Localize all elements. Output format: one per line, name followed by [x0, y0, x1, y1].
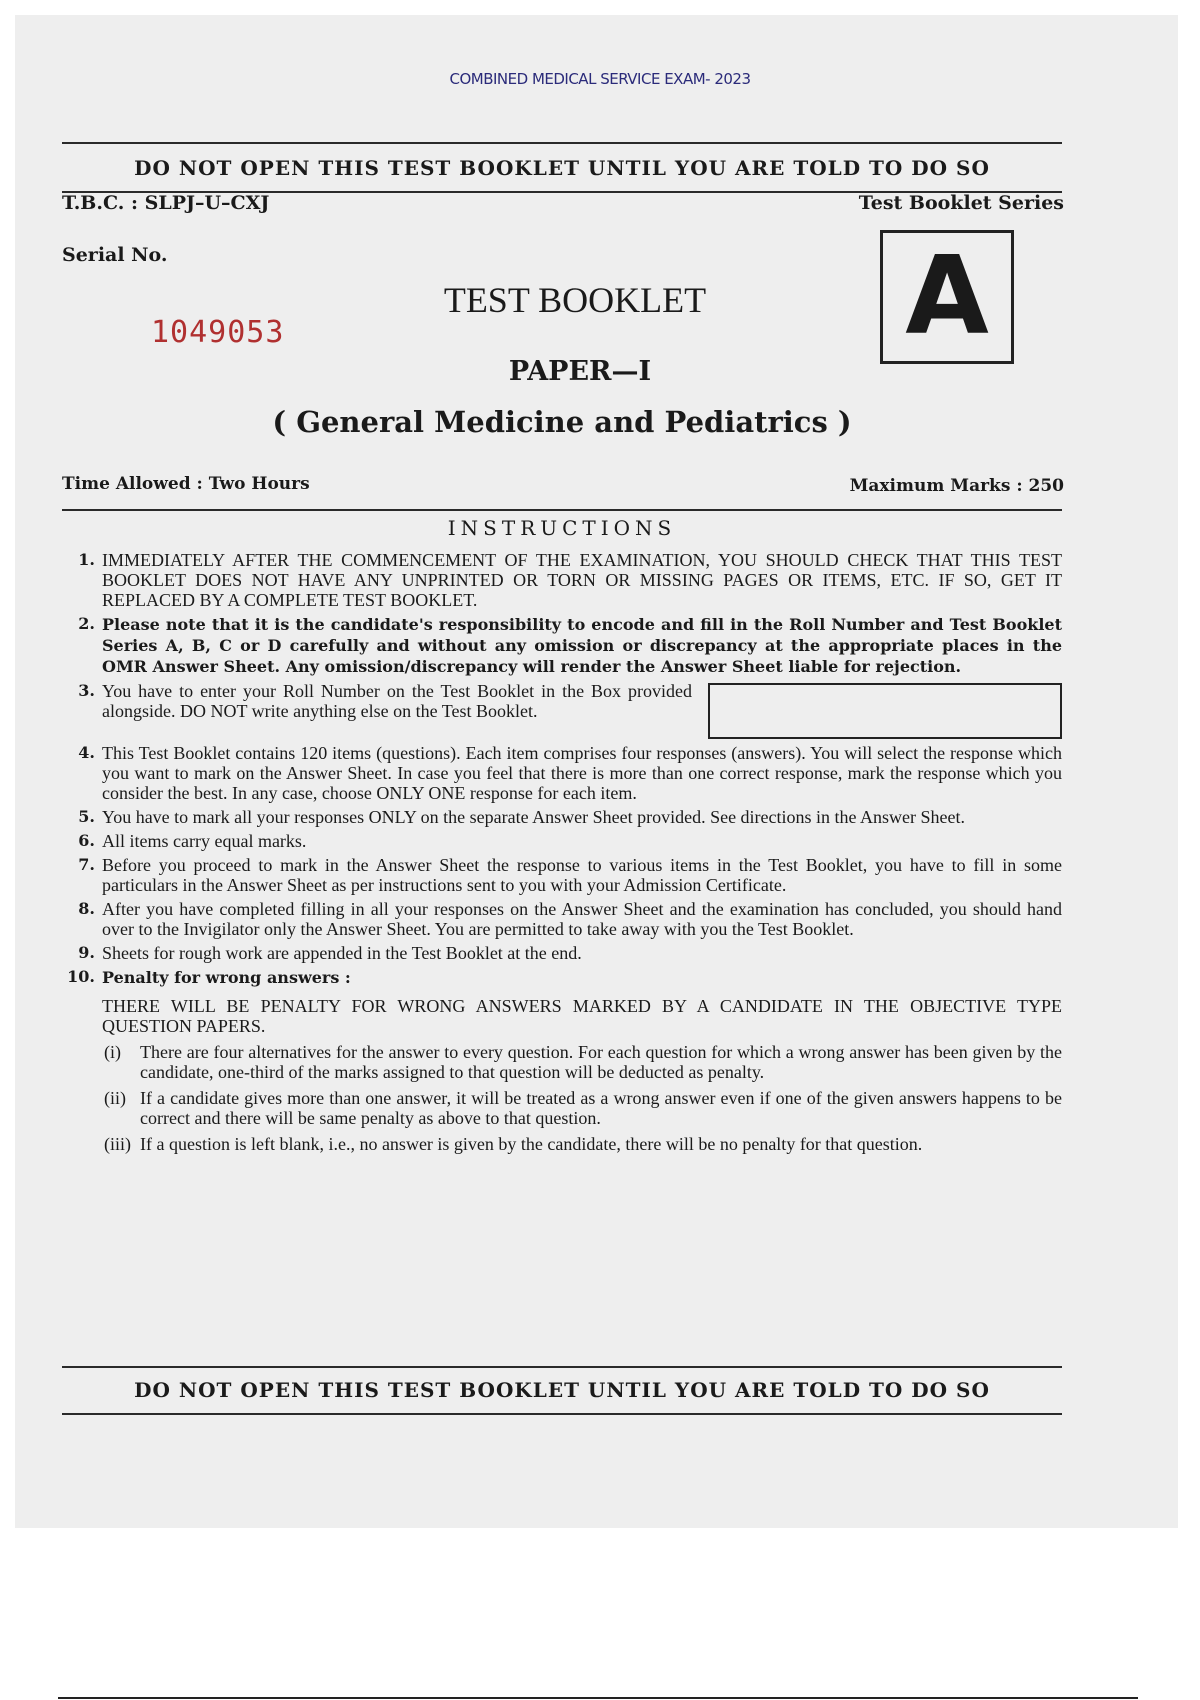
time-allowed: Time Allowed : Two Hours — [62, 474, 310, 494]
rule-tag: (i) — [104, 1042, 121, 1062]
instruction-number: 9. — [78, 943, 95, 962]
instruction-number: 7. — [78, 855, 95, 874]
instruction-number: 3. — [78, 681, 95, 700]
instruction-text: You have to enter your Roll Number on the Test Booklet in the Box provided alongside. DO NOT write anything else on the Test Booklet. — [102, 681, 692, 721]
instruction-item — [62, 899, 1062, 939]
booklet-title: TEST BOOKLET — [443, 280, 707, 320]
instruction-text: This Test Booklet contains 120 items (questions). Each item comprises four responses (answers). You will select the response which you want to mark on the Answer Sheet. In case you feel that there is more than one correct response, mark the response which you consider the best. In any case, choose ONLY ONE response for each item. — [102, 743, 1062, 803]
instruction-text: IMMEDIATELY AFTER THE COMMENCEMENT OF THE EXAMINATION, YOU SHOULD CHECK THAT THIS TEST BOOKLET DOES NOT HAVE ANY UNPRINTED OR TORN OR MISSING PAGES OR ITEMS, ETC. IF SO, GET IT REPLACED BY A COMPLETE TEST BOOKLET. — [102, 550, 1062, 610]
instruction-item — [62, 943, 1062, 963]
roll-number-box[interactable] — [708, 683, 1062, 739]
instruction-number: 10. — [67, 967, 95, 986]
rule-text: If a question is left blank, i.e., no answer is given by the candidate, there will be no penalty for that question. — [140, 1134, 923, 1154]
instruction-text: Before you proceed to mark in the Answer Sheet the response to various items in the Test Booklet, you have to fill in some particulars in the Answer Sheet as per instructions sent to you with your Admission Certificate. — [102, 855, 1062, 895]
serial-number: 1049053 — [151, 315, 285, 350]
paper-title: PAPER—I — [508, 356, 652, 387]
instruction-item — [62, 550, 1062, 610]
instruction-item — [62, 967, 1062, 1154]
instruction-item — [62, 807, 1062, 827]
penalty-paragraph: THERE WILL BE PENALTY FOR WRONG ANSWERS MARKED BY A CANDIDATE IN THE OBJECTIVE TYPE QUESTION PAPERS. — [102, 996, 1062, 1036]
warning-top: DO NOT OPEN THIS TEST BOOKLET UNTIL YOU ARE TOLD TO DO SO — [134, 156, 990, 180]
series-letter-box: A — [880, 230, 1014, 364]
instruction-item — [62, 614, 1062, 677]
divider — [62, 1366, 1062, 1368]
page-bottom-rule — [58, 1697, 1138, 1699]
series-label: Test Booklet Series — [858, 192, 1064, 214]
maximum-marks: Maximum Marks : 250 — [849, 476, 1064, 496]
instruction-number: 6. — [78, 831, 95, 850]
instruction-item — [62, 831, 1062, 851]
instruction-text: Sheets for rough work are appended in the Test Booklet at the end. — [102, 943, 582, 963]
instruction-text: All items carry equal marks. — [102, 831, 307, 851]
instructions-list — [62, 550, 1062, 1158]
penalty-rule — [102, 1134, 1062, 1154]
tbc-code: T.B.C. : SLPJ–U–CXJ — [62, 192, 270, 214]
subject-title: ( General Medicine and Pediatrics ) — [272, 405, 852, 439]
penalty-heading: Penalty for wrong answers : — [102, 968, 351, 987]
divider — [62, 142, 1062, 144]
warning-bottom: DO NOT OPEN THIS TEST BOOKLET UNTIL YOU ARE TOLD TO DO SO — [134, 1378, 990, 1402]
penalty-rule — [102, 1088, 1062, 1128]
exam-banner: COMBINED MEDICAL SERVICE EXAM- 2023 — [449, 70, 751, 88]
instruction-number: 8. — [78, 899, 95, 918]
instruction-item — [62, 743, 1062, 803]
divider — [62, 509, 1062, 511]
rule-text: There are four alternatives for the answer to every question. For each question for which a wrong answer has been given by the candidate, one-third of the marks assigned to that question will be deducted as penalty. — [140, 1042, 1062, 1082]
instruction-item — [62, 681, 1062, 739]
divider — [62, 1413, 1062, 1415]
rule-text: If a candidate gives more than one answer, it will be treated as a wrong answer even if one of the given answers happens to be correct and there will be same penalty as above to that question. — [140, 1088, 1062, 1128]
rule-tag: (ii) — [104, 1088, 126, 1108]
penalty-rule — [102, 1042, 1062, 1082]
instruction-number: 5. — [78, 807, 95, 826]
serial-label: Serial No. — [62, 244, 168, 266]
instruction-text: After you have completed filling in all your responses on the Answer Sheet and the examination has concluded, you should hand over to the Invigilator only the Answer Sheet. You are permitted to take away with you the Test Booklet. — [102, 899, 1062, 939]
instruction-text: You have to mark all your responses ONLY on the separate Answer Sheet provided. See directions in the Answer Sheet. — [102, 807, 966, 827]
instruction-number: 4. — [78, 743, 95, 762]
instructions-heading: INSTRUCTIONS — [447, 516, 677, 540]
rule-tag: (iii) — [104, 1134, 131, 1154]
instruction-number: 1. — [78, 550, 95, 569]
instruction-number: 2. — [78, 614, 95, 633]
instruction-text: Please note that it is the candidate's responsibility to encode and fill in the Roll Number and Test Booklet Series A, B, C or D carefully and without any omission or discrepancy at the appropriate places in the OMR Answer Sheet. Any omission/discrepancy will render the Answer Sheet liable for rejection. — [102, 615, 1062, 676]
instruction-item — [62, 855, 1062, 895]
